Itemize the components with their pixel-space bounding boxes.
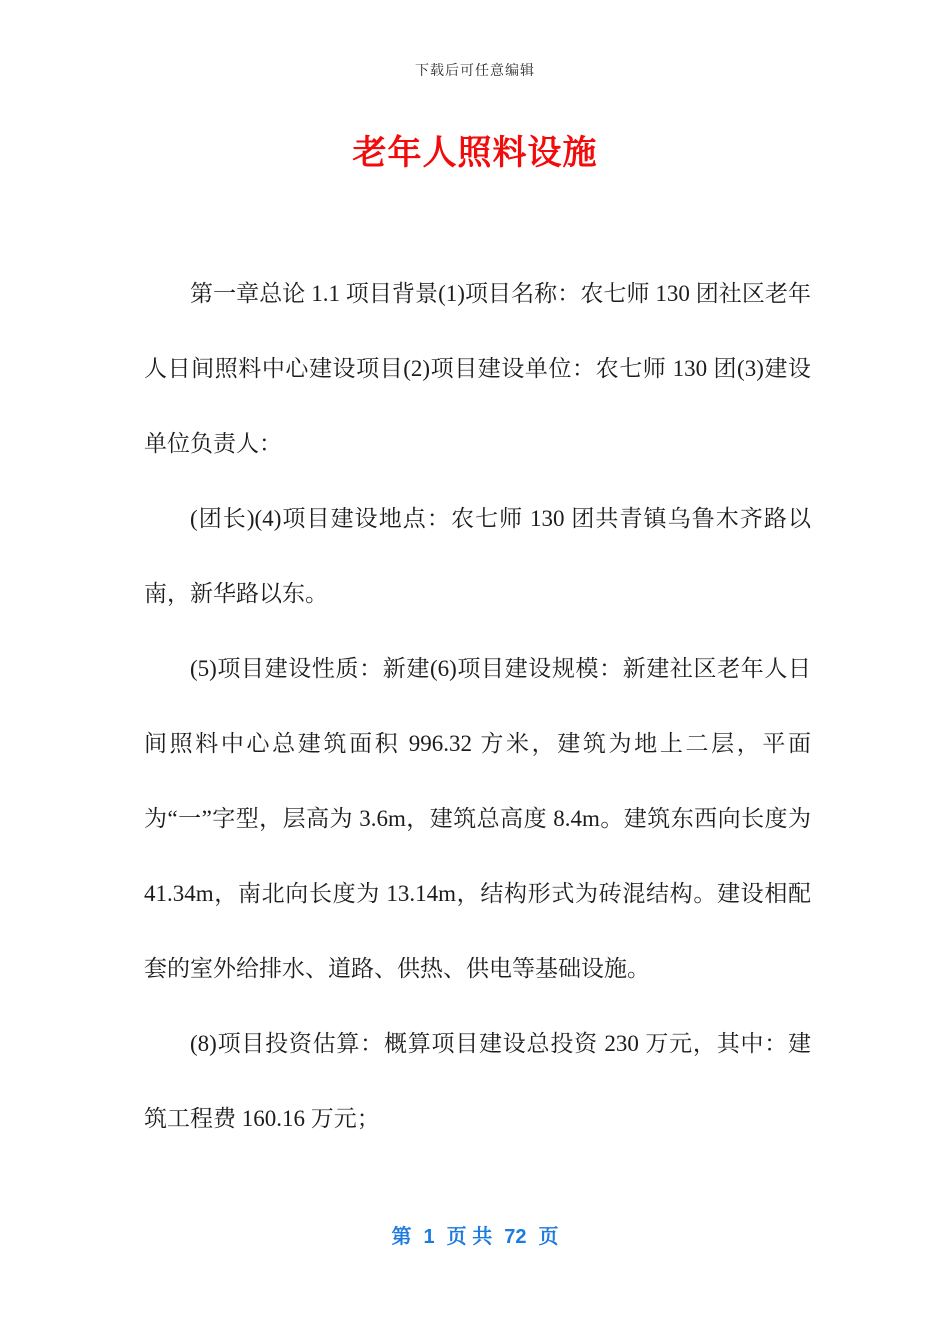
footer-total-pages: 72 — [504, 1226, 527, 1248]
body-paragraph: (团长)(4)项目建设地点：农七师 130 团共青镇乌鲁木齐路以南，新华路以东。 — [144, 506, 811, 606]
page-footer — [0, 1222, 950, 1252]
document-body — [144, 256, 811, 1156]
footer-label-page: 第 — [391, 1226, 412, 1248]
footer-label-pages: 页 — [538, 1226, 559, 1248]
body-paragraph: 第一章总论 1.1 项目背景(1)项目名称：农七师 130 团社区老年人日间照料中心建设项目(2)项目建设单位：农七师 130 团(3)建设单位负责人： — [144, 281, 811, 456]
body-paragraph: (5)项目建设性质：新建(6)项目建设规模：新建社区老年人日间照料中心总建筑面积 996.32 方米，建筑为地上二层，平面为“一”字型，层高为 3.6m，建筑总高度 8.4m。建筑东西向长度为 41.34m，南北向长度为 13.14m，结构形式为砖混结构。建设相配套的室外给排水、道路、供热、供电等基础设施。 — [144, 656, 811, 981]
footer-label-of: 页 共 — [446, 1226, 493, 1248]
header-note: 下载后可任意编辑 — [415, 64, 535, 79]
footer-page-number: 1 — [423, 1226, 435, 1248]
body-paragraph: (8)项目投资估算：概算项目建设总投资 230 万元，其中：建筑工程费 160.16 万元； — [144, 1031, 811, 1131]
page-title: 老年人照料设施 — [352, 134, 598, 172]
